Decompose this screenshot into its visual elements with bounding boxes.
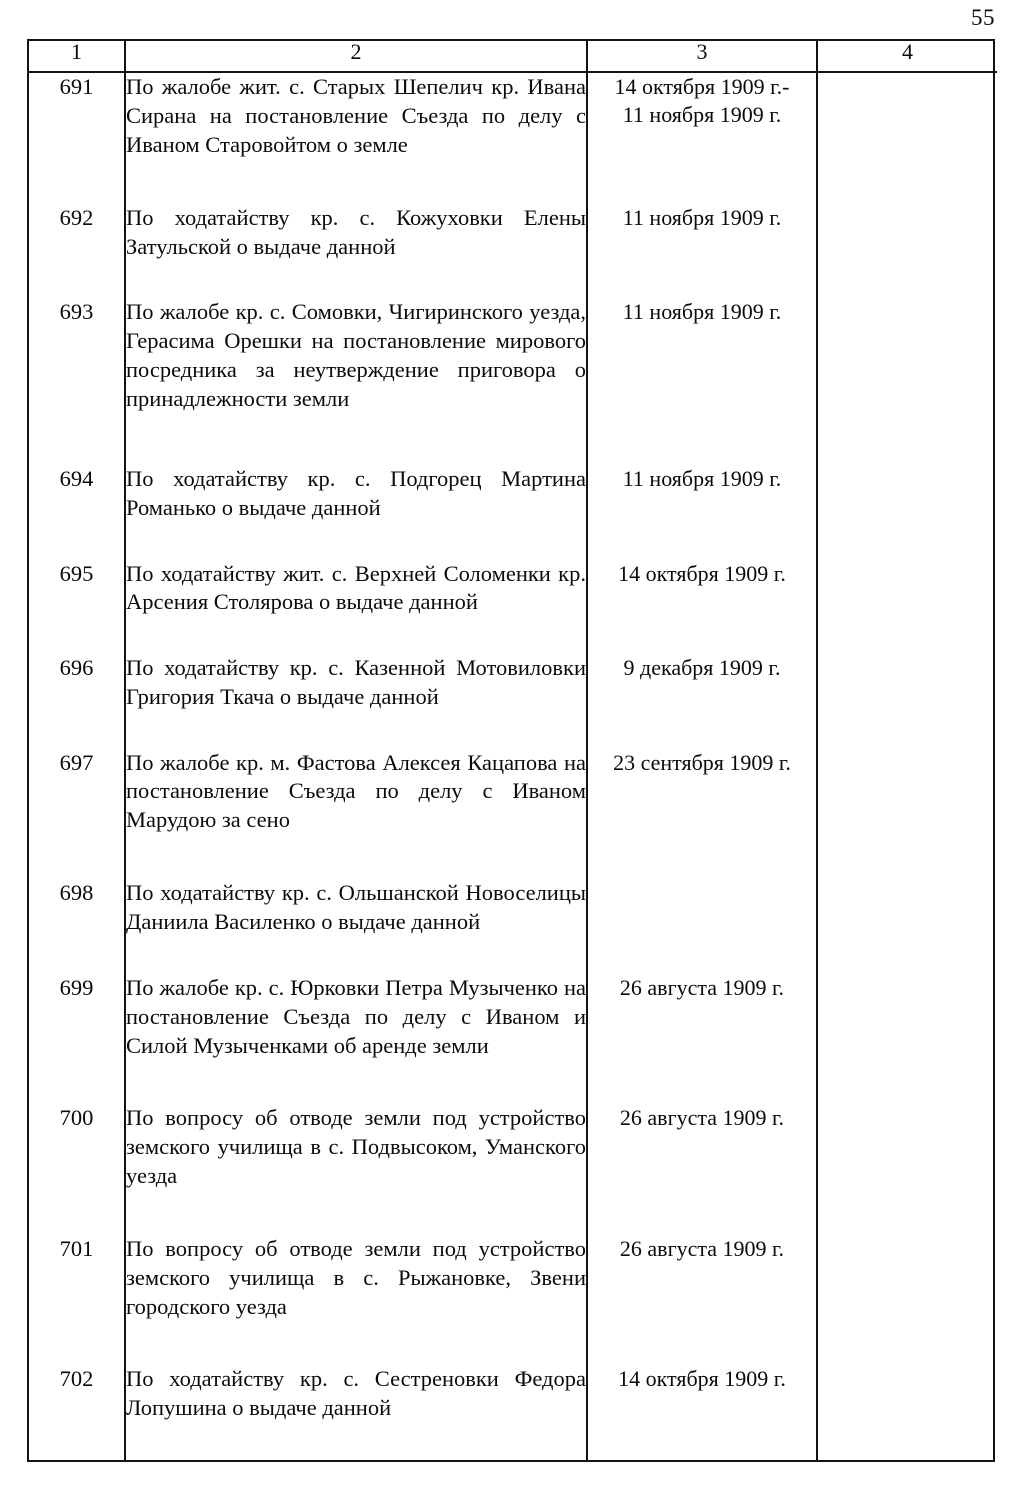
entry-number: 700 (29, 1104, 125, 1235)
entry-date (587, 72, 817, 204)
entry-date (587, 204, 817, 299)
entry-date-line: 11 ноября 1909 г. (622, 204, 782, 230)
entry-date-line: 14 октября 1909 г.- (614, 74, 790, 99)
entry-number: 695 (29, 560, 125, 655)
column-header-2: 2 (125, 41, 587, 72)
entry-description: По ходатайству кр. с. Сестреновки Федора Лопушина о выдаче данной (125, 1365, 587, 1460)
entry-description: По жалобе кр. м. Фастова Алексея Кацапова на постановление Съезда по делу с Иваном Марудою за сено (125, 749, 587, 880)
entry-number: 701 (29, 1235, 125, 1366)
entry-number: 691 (29, 72, 125, 204)
entry-date (587, 974, 817, 1105)
entry-note (817, 298, 997, 465)
table-body (29, 72, 997, 1460)
entry-description: По жалобе жит. с. Старых Шепелич кр. Ивана Сирана на постановление Съезда по делу с Иваном Старовойтом о земле (125, 72, 587, 204)
table-row (29, 465, 997, 560)
entry-description: По ходатайству кр. с. Подгорец Мартина Романько о выдаче данной (125, 465, 587, 560)
entry-date (587, 749, 817, 880)
page-number: 55 (971, 5, 995, 30)
entry-date (587, 879, 817, 974)
table-row (29, 204, 997, 299)
entry-number: 697 (29, 749, 125, 880)
entry-description: По вопросу об отводе земли под устройство земского училища в с. Подвысоком, Уманского уезда (125, 1104, 587, 1235)
entry-number: 693 (29, 298, 125, 465)
table-row (29, 1235, 997, 1366)
entry-number: 702 (29, 1365, 125, 1460)
inventory-table (29, 41, 997, 1460)
entry-date (587, 1365, 817, 1460)
entry-date-line: 14 октября 1909 г. (618, 1366, 786, 1392)
inventory-table-frame (27, 39, 995, 1462)
entry-date-line: 9 декабря 1909 г. (623, 655, 781, 681)
entry-date (587, 1235, 817, 1366)
entry-description: По ходатайству кр. с. Ольшанской Новоселицы Даниила Василенко о выдаче данной (125, 879, 587, 974)
entry-note (817, 749, 997, 880)
column-header-1: 1 (29, 41, 125, 72)
entry-number: 694 (29, 465, 125, 560)
entry-description: По вопросу об отводе земли под устройство земского училища в с. Рыжановке, Звени городского уезда (125, 1235, 587, 1366)
entry-note (817, 560, 997, 655)
entry-note (817, 654, 997, 749)
entry-description: По ходатайству жит. с. Верхней Соломенки кр. Арсения Столярова о выдаче данной (125, 560, 587, 655)
table-row (29, 298, 997, 465)
entry-date-line: 26 августа 1909 г. (619, 1105, 785, 1131)
table-row (29, 974, 997, 1105)
entry-date (587, 465, 817, 560)
table-row (29, 749, 997, 880)
table-row (29, 879, 997, 974)
entry-date (587, 298, 817, 465)
entry-date (587, 1104, 817, 1235)
table-row (29, 560, 997, 655)
column-header-4: 4 (817, 41, 997, 72)
entry-date-line: 11 ноября 1909 г. (622, 465, 782, 491)
entry-number: 692 (29, 204, 125, 299)
entry-note (817, 1365, 997, 1460)
entry-number: 699 (29, 974, 125, 1105)
table-row (29, 1104, 997, 1235)
table-row (29, 72, 997, 204)
table-row (29, 654, 997, 749)
entry-note (817, 1235, 997, 1366)
entry-date-line: 26 августа 1909 г. (619, 1235, 785, 1261)
entry-note (817, 204, 997, 299)
entry-note (817, 879, 997, 974)
entry-date-line: 23 сентября 1909 г. (613, 749, 791, 775)
entry-number: 698 (29, 879, 125, 974)
entry-date (587, 560, 817, 655)
entry-date-line: 26 августа 1909 г. (619, 974, 785, 1000)
entry-description: По ходатайству кр. с. Кожуховки Елены Затульской о выдаче данной (125, 204, 587, 299)
entry-note (817, 465, 997, 560)
entry-date (587, 654, 817, 749)
entry-description: По жалобе кр. с. Сомовки, Чигиринского уезда, Герасима Орешки на постановление мирового посредника за неутверждение приговора о принадлежности земли (125, 298, 587, 465)
table-header-row (29, 41, 997, 72)
entry-note (817, 1104, 997, 1235)
entry-number: 696 (29, 654, 125, 749)
entry-description: По ходатайству кр. с. Казенной Мотовиловки Григория Ткача о выдаче данной (125, 654, 587, 749)
entry-date-line: 11 ноября 1909 г. (622, 299, 782, 325)
column-header-3: 3 (587, 41, 817, 72)
entry-description: По жалобе кр. с. Юрковки Петра Музыченко на постановление Съезда по делу с Иваном и Силой Музыченками об аренде земли (125, 974, 587, 1105)
table-row (29, 1365, 997, 1460)
entry-note (817, 72, 997, 204)
entry-note (817, 974, 997, 1105)
entry-date-line: 14 октября 1909 г. (618, 560, 786, 586)
entry-date-line: 11 ноября 1909 г. (622, 102, 782, 128)
